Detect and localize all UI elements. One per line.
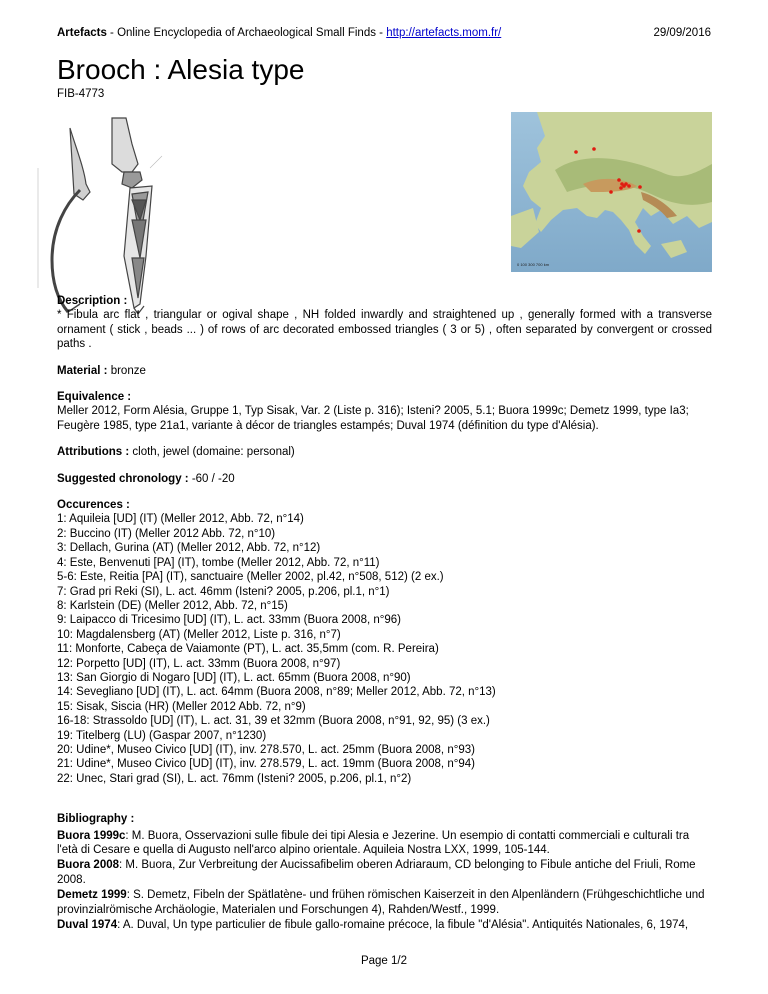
- list-item: 7: Grad pri Reki (SI), L. act. 46mm (Isteni? 2005, p.206, pl.1, n°1): [57, 585, 390, 598]
- map-scale: 0 100 300 700 km: [517, 262, 550, 267]
- site-name: Artefacts - Online Encyclopedia of Archaeological Small Finds -: [57, 27, 387, 39]
- equivalence-section: [57, 390, 712, 433]
- list-item: 8: Karlstein (DE) (Meller 2012, Abb. 72, n°15): [57, 599, 288, 612]
- distribution-map: [511, 112, 712, 272]
- material-label: Material :: [57, 364, 108, 377]
- list-item: 1: Aquileia [UD] (IT) (Meller 2012, Abb. 72, n°14): [57, 513, 304, 526]
- list-item: 15: Sisak, Siscia (HR) (Meller 2012 Abb. 72, n°9): [57, 700, 306, 713]
- fiche-content: [57, 294, 712, 944]
- chronology-section: [57, 472, 712, 486]
- list-item: 11: Monforte, Cabeça de Vaiamonte (PT), L. act. 35,5mm (com. R. Pereira): [57, 643, 439, 656]
- page-number: Page 1/2: [360, 955, 408, 967]
- site-link[interactable]: http://artefacts.mom.fr/: [386, 27, 502, 39]
- list-item: 19: Titelberg (LU) (Gaspar 2007, n°1230): [57, 729, 267, 742]
- list-item: 12: Porpetto [UD] (IT), L. act. 33mm (Buora 2008, n°97): [57, 657, 341, 670]
- chronology-value: -60 / -20: [188, 472, 235, 485]
- chronology-label: Suggested chronology :: [57, 472, 189, 485]
- bibliography-section: [57, 812, 712, 932]
- list-item: 3: Dellach, Gurina (AT) (Meller 2012, Abb. 72, n°12): [57, 542, 321, 555]
- list-item: 4: Este, Benvenuti [PA] (IT), tombe (Meller 2012, Abb. 72, n°11): [57, 556, 380, 569]
- bibliography-entry: Demetz 1999: S. Demetz, Fibeln der Spätlatène- und frühen römischen Kaiserzeit in den Alpenländern (Frühgeschichtliche und provinzialrömische Archäologie, Materialen und Forschungen 4), Rahden/Westf., 1999.: [57, 889, 705, 916]
- bibliography-entry: Duval 1974: A. Duval, Un type particulier de fibule gallo-romaine précoce, la fibule "d'Alésia". Antiquités Nationales, 6, 1974,: [57, 919, 689, 932]
- description-section: [57, 294, 712, 352]
- bibliography-entry: Buora 1999c: M. Buora, Osservazioni sulle fibule dei tipi Alesia e Jezerine. Un esempio di contatti commerciali e culturali tra l'età di Cesare e quella di Augusto nell'arco alpino orientale. Aquileia Nostra LXX, 1999, 105-144.: [57, 829, 690, 856]
- list-item: 22: Unec, Stari grad (SI), L. act. 76mm (Isteni? 2005, p.206, pl.1, n°2): [57, 772, 412, 785]
- description-text: * Fibula arc flat , triangular or ogival shape , NH folded inwardly and straightened up , generally formed with a transverse ornament ( stick , beads ... ) of rows of arc decorated embossed triangles ( 3 or 5) , often separated by convergent or crossed paths .: [57, 309, 712, 351]
- list-item: 10: Magdalensberg (AT) (Meller 2012, Liste p. 316, n°7): [57, 628, 341, 641]
- attributions-label: Attributions :: [57, 446, 130, 459]
- list-item: 20: Udine*, Museo Civico [UD] (IT), inv. 278.570, L. act. 25mm (Buora 2008, n°93): [57, 743, 475, 756]
- list-item: 2: Buccino (IT) (Meller 2012 Abb. 72, n°10): [57, 527, 276, 540]
- attributions-section: [57, 445, 712, 459]
- description-label: Description :: [57, 295, 128, 307]
- list-item: 21: Udine*, Museo Civico [UD] (IT), inv. 278.579, L. act. 19mm (Buora 2008, n°94): [57, 758, 475, 771]
- list-item: 9: Laipacco di Tricesimo [UD] (IT), L. act. 33mm (Buora 2008, n°96): [57, 614, 401, 627]
- material-section: [57, 364, 712, 378]
- occurences-label: Occurences :: [57, 499, 130, 512]
- list-item: 5-6: Este, Reitia [PA] (IT), sanctuaire (Meller 2002, pl.42, n°508, 512) (2 ex.): [57, 571, 444, 584]
- occurences-section: [57, 498, 712, 786]
- attributions-value: cloth, jewel (domaine: personal): [129, 446, 295, 459]
- material-value: bronze: [107, 364, 146, 377]
- page-header: [57, 27, 711, 39]
- bibliography-label: Bibliography :: [57, 813, 135, 826]
- list-item: 14: Sevegliano [UD] (IT), L. act. 64mm (Buora 2008, n°89; Meller 2012, Abb. 72, n°13): [57, 686, 496, 699]
- print-date: 29/09/2016: [653, 27, 711, 39]
- equivalence-label: Equivalence :: [57, 391, 132, 404]
- reference-code: FIB-4773: [57, 88, 105, 100]
- list-item: 16-18: Strassoldo [UD] (IT), L. act. 31, 39 et 32mm (Buora 2008, n°91, 92, 95) (3 ex.): [57, 715, 490, 728]
- equivalence-text: Meller 2012, Form Alésia, Gruppe 1, Typ Sisak, Var. 2 (Liste p. 316); Isteni? 2005, 5.1; Buora 1999c; Demetz 1999, type Ia3; Feugère 1985, type 21a1, variante à décor de triangles estampés; Duval 1974 (définition du type d'Alésia).: [57, 405, 689, 432]
- page-title: Brooch : Alesia type: [57, 54, 305, 85]
- list-item: 13: San Giorgio di Nogaro [UD] (IT), L. act. 65mm (Buora 2008, n°90): [57, 671, 411, 684]
- bibliography-entry: Buora 2008: M. Buora, Zur Verbreitung der Aucissafibelim oberen Adriaraum, CD belonging to Fibule antiche del Friuli, Rome 2008.: [57, 859, 696, 886]
